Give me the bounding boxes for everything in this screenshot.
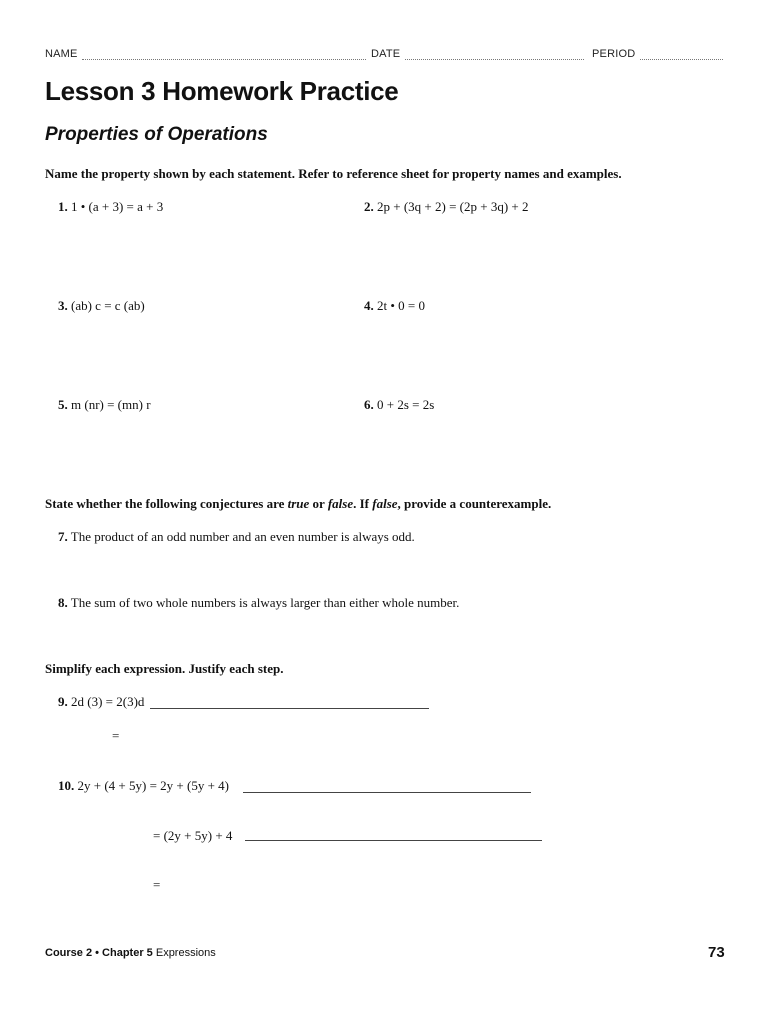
problem-9-line1: 2d (3) = 2(3)d bbox=[71, 694, 145, 709]
footer-topic: Expressions bbox=[152, 947, 216, 959]
section2-instruction bbox=[45, 496, 551, 512]
problem-10 bbox=[58, 778, 229, 794]
problem-5 bbox=[58, 397, 151, 413]
problem-3-number: 3. bbox=[58, 298, 68, 313]
section2-instruction-part: . If bbox=[353, 496, 373, 511]
false-word: false bbox=[372, 496, 398, 511]
problem-10-answer-line-1[interactable] bbox=[243, 792, 531, 793]
problem-5-number: 5. bbox=[58, 397, 68, 412]
footer-bullet: • bbox=[92, 947, 103, 959]
problem-2-number: 2. bbox=[364, 199, 374, 214]
problem-4-text: 2t • 0 = 0 bbox=[377, 298, 425, 313]
problem-9 bbox=[58, 694, 144, 710]
footer-chapter: Chapter 5 bbox=[102, 947, 153, 959]
problem-4-number: 4. bbox=[364, 298, 374, 313]
problem-5-text: m (nr) = (mn) r bbox=[71, 397, 151, 412]
problem-9-answer-line-1[interactable] bbox=[150, 708, 429, 709]
problem-9-number: 9. bbox=[58, 694, 68, 709]
problem-6-number: 6. bbox=[364, 397, 374, 412]
section2-instruction-part: State whether the following conjectures are bbox=[45, 496, 288, 511]
page-subtitle: Properties of Operations bbox=[45, 124, 268, 145]
problem-10-answer-line-2[interactable] bbox=[245, 840, 542, 841]
problem-10-number: 10. bbox=[58, 778, 75, 793]
problem-10-line2: = (2y + 5y) + 4 bbox=[153, 828, 233, 843]
problem-7-number: 7. bbox=[58, 529, 68, 544]
name-label: NAME bbox=[45, 48, 78, 60]
problem-10-line3: = bbox=[153, 877, 161, 892]
problem-2-text: 2p + (3q + 2) = (2p + 3q) + 2 bbox=[377, 199, 529, 214]
date-field[interactable] bbox=[405, 59, 584, 60]
page-title: Lesson 3 Homework Practice bbox=[45, 76, 399, 106]
problem-7 bbox=[58, 529, 415, 545]
problem-8-number: 8. bbox=[58, 595, 68, 610]
problem-10-line1: 2y + (4 + 5y) = 2y + (5y + 4) bbox=[77, 778, 229, 793]
problem-3-text: (ab) c = c (ab) bbox=[71, 298, 145, 313]
problem-8-text: The sum of two whole numbers is always larger than either whole number. bbox=[70, 595, 460, 610]
problem-6-text: 0 + 2s = 2s bbox=[377, 397, 435, 412]
footer bbox=[45, 947, 216, 959]
section1-instruction: Name the property shown by each statement. Refer to reference sheet for property names and examples. bbox=[45, 166, 622, 181]
section2-instruction-part: or bbox=[309, 496, 328, 511]
problem-8 bbox=[58, 595, 459, 611]
section2-instruction-part: , provide a counterexample. bbox=[397, 496, 552, 511]
problem-2 bbox=[364, 199, 528, 215]
true-word: true bbox=[287, 496, 310, 511]
problem-6 bbox=[364, 397, 434, 413]
period-label: PERIOD bbox=[592, 48, 636, 60]
problem-7-text: The product of an odd number and an even number is always odd. bbox=[70, 529, 415, 544]
name-field[interactable] bbox=[82, 59, 366, 60]
problem-1 bbox=[58, 199, 163, 215]
problem-3 bbox=[58, 298, 145, 314]
problem-9-line2: = bbox=[112, 728, 120, 743]
problem-4 bbox=[364, 298, 425, 314]
page-number: 73 bbox=[708, 944, 725, 961]
date-label: DATE bbox=[371, 48, 401, 60]
footer-course: Course 2 bbox=[45, 947, 93, 959]
false-word: false bbox=[327, 496, 354, 511]
period-field[interactable] bbox=[640, 59, 723, 60]
problem-1-number: 1. bbox=[58, 199, 68, 214]
section3-instruction: Simplify each expression. Justify each step. bbox=[45, 661, 284, 676]
problem-1-text: 1 • (a + 3) = a + 3 bbox=[71, 199, 164, 214]
